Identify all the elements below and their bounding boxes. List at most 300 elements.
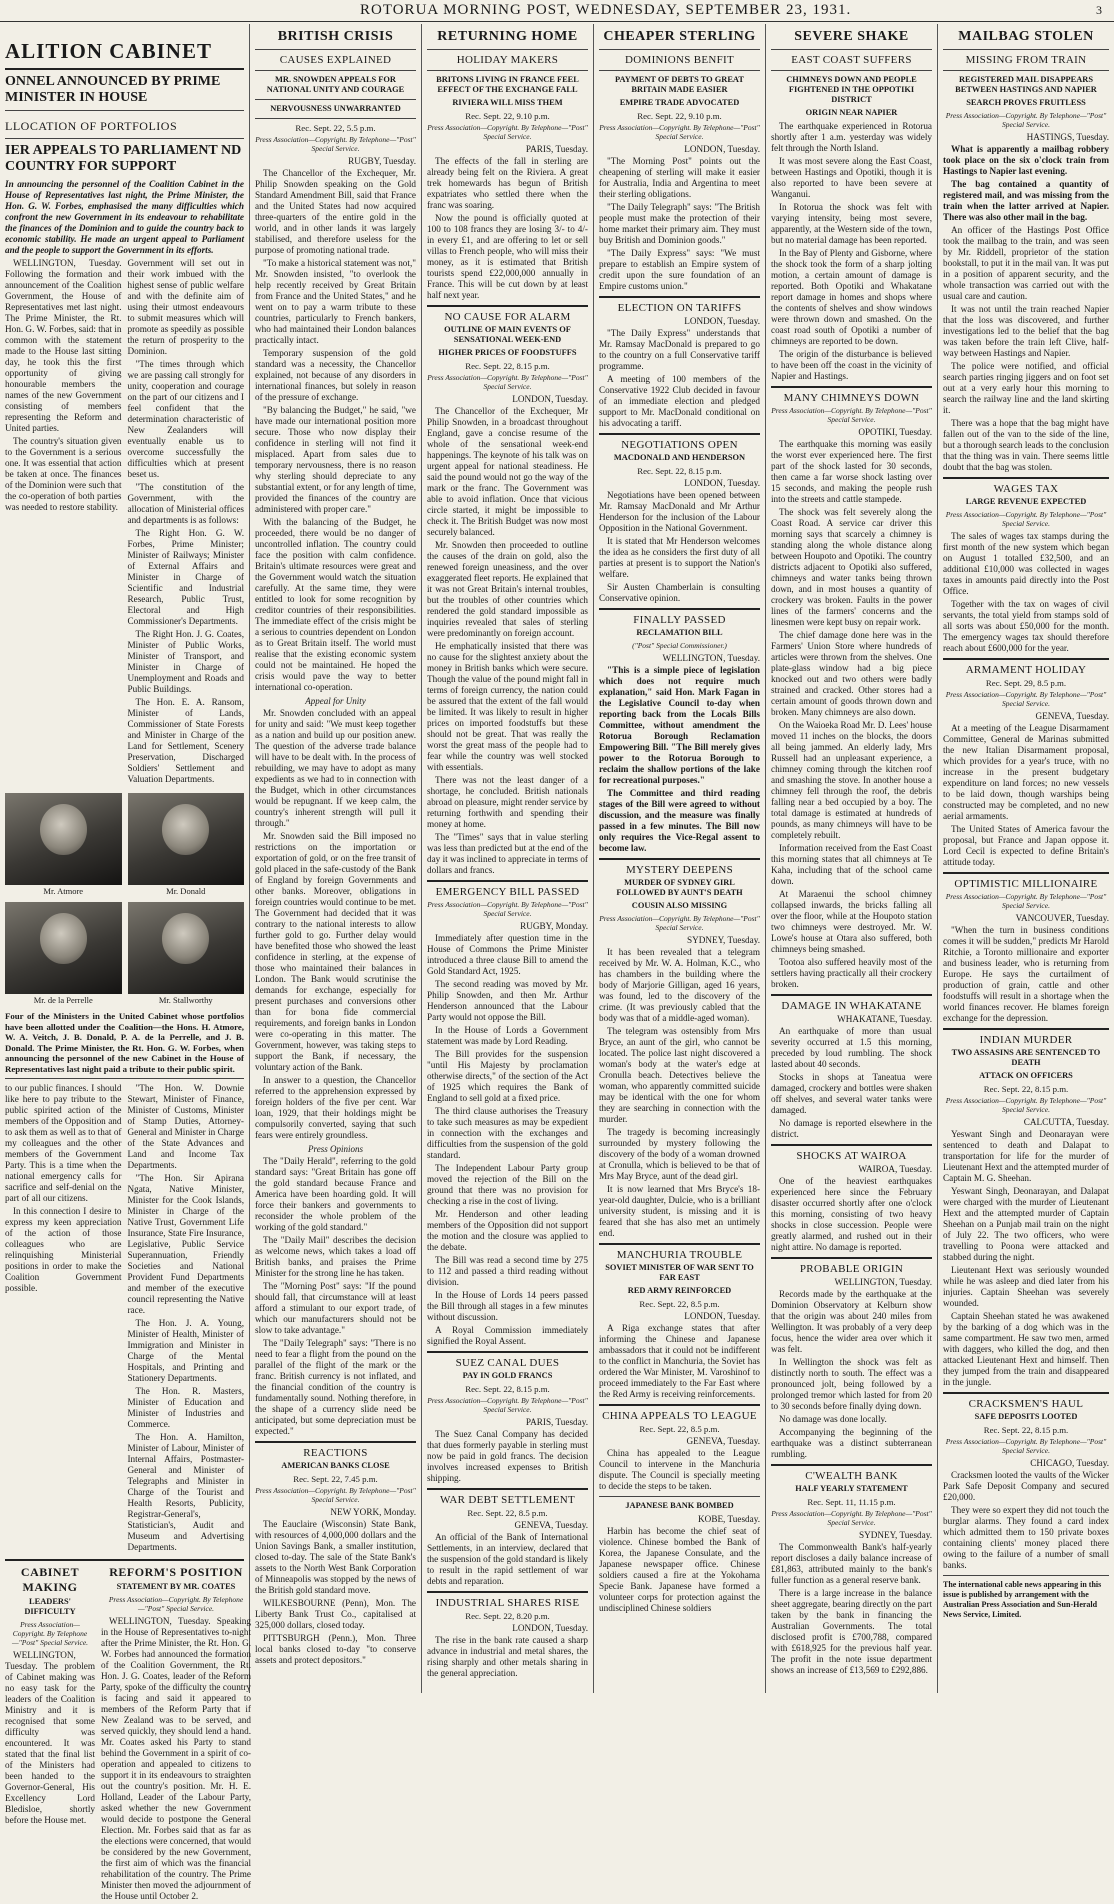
article-paragraph: Yeswant Singh, Deonarayan, and Dalapat were charged with the murder of Lieutenant Hext and the attempted murder of Captain Sheehan on a Punjab mail train on the night of July 22. The two officers, who were travelling to Poona were attacked and stabbed during the night. [943, 1186, 1109, 1262]
portrait-caption: Mr. Atmore [43, 886, 84, 896]
article-paragraph: Yeswant Singh and Deonarayan were sentenced to death and Dalapat to transportation for life for the murder of Lieutenant Hext and the attempted murder of Captain M. G. Sheehan. [943, 1129, 1109, 1183]
article-paragraph: A Riga exchange states that after informing the Chinese and Japanese ambassadors that it could not be indifferent to the conflict in Manchuria, the Soviet has ordered the War Minister, M. Varoshinof to proceed immediately to the Far East where the Red Army is receiving reinforcements. [599, 1323, 760, 1399]
deck: SEARCH PROVES FRUITLESS [966, 98, 1086, 107]
divider [427, 880, 588, 882]
article-paragraph: The "Daily Telegraph" says: "There is no need to fear a flight from the pound on the parallel of the flight of the mark or the franc. British currency is not inflated, and the financial condition of the country is fundamentally sound. Nothing therefore, in the shape of a currency slide need be anticipated, but some depreciation must be expected." [255, 1338, 416, 1436]
article-paragraph: The "Times" says that in value sterling was less than predicted but at the end of the day it was inclined to appreciate in terms of dollars and francs. [427, 832, 588, 875]
headline: WAR DEBT SETTLEMENT [439, 1494, 576, 1506]
article-subcolumn [128, 258, 245, 787]
article-paragraph: Together with the tax on wages of civil servants, the total yield from stamps sold of all sorts was about £50,000 for the month. The emergency wages tax should therefore reach about £600,000 for the year. [943, 599, 1109, 653]
divider [5, 138, 244, 139]
deck: NERVOUSNESS UNWARRANTED [270, 104, 401, 113]
cable-news-note: The international cable news appearing in this issue is published by arrangement with the Australian Press Association and Sun-Herald News Service, Limited. [943, 1580, 1102, 1619]
article-paragraph: Now the pound is officially quoted at 100 to 108 francs they are losing 3/- to 4/- in every £1, and are offering to let or sell villas to French people, who will miss their money, as it is estimated that British tourists spend £22,000,000 annually in France. This will be cut down by at least half next year. [427, 213, 588, 300]
divider [771, 1257, 932, 1259]
subheadline: EAST COAST SUFFERS [791, 54, 912, 66]
headline: SHOCKS AT WAIROA [796, 1150, 907, 1162]
article-paragraph: The Right Hon. J. G. Coates, Minister of Public Works, Minister of Transport, and Minister in Charge of Unemployment and Roads and Public Buildings. [127, 629, 244, 694]
dateline-place: LONDON, Tuesday. [684, 316, 760, 326]
article-paragraph: "The times through which we are passing call strongly for unity, cooperation and courage on the part of our citizens and I feel confident that the determination characteristic of New Zealanders will eventually enable us to overcome successfully the difficulties which at present beset us. [127, 359, 244, 479]
divider [771, 386, 932, 388]
article-paragraph: The "Daily Mail" describes the decision as welcome news, which takes a load off British banks, and praises the Prime Minister for the strong line he has taken. [255, 1235, 416, 1278]
subheadline: TWO ASSASINS ARE SENTENCED TO DEATH [951, 1048, 1101, 1067]
article-paragraph: Immediately after question time in the House of Commons the Prime Minister introduced a three clause Bill to amend the Gold Standard Act, 1925. [427, 933, 588, 976]
article-paragraph: No damage is reported elsewhere in the district. [771, 1118, 932, 1139]
article-paragraph: The "Daily Herald", referring to the gold standard says: "Great Britain has gone off the gold standard because France and America have been hoarding gold. It will force their bankers and governments to reconsider the whole problem of the working of the gold standard." [255, 1156, 416, 1232]
bottom-articles [5, 1565, 252, 1904]
divider [599, 1243, 760, 1245]
headline: RETURNING HOME [437, 29, 578, 44]
article-paragraph: Mr. Snowden concluded with an appeal for unity and said: "We must keep together as a nation and build up our position anew. The question of the adverse trade balance will have to be dealt with. In the process of rebuilding, we may have to adopt as many expedients as we had to in connection with the Budget, which in other circumstances would be repugnant. If we keep calm, the country's inherent strength will pull it through." [255, 708, 416, 828]
column-british-crisis [250, 24, 422, 1693]
dateline-place: LONDON, Tuesday. [684, 144, 760, 154]
article-paragraph: Mr. Snowden said the Bill imposed no restrictions on the importation or exportation of gold, or on the free transit of gold placed in the safe-custody of the Bank of England by foreign Governments and other banks. Moreover, obligations in foreign countries would continue to be met. The Government had decided that it was contrary to the national interests to allow further gold to go. Further delay would have benefited those who showed the least confidence in sterling, at the expense of those who maintained their balances in London. The Bank would scrutinise the demands for exchange, especially for present purchases and conversions other than for bona fide commercial requirements, and foreign banks in London were co-operating in this matter. The Government, however, was taking steps to support the Bank, if necessary, the voluntary action of the Bank. [255, 831, 416, 1072]
article-intro: In announcing the personnel of the Coalition Cabinet in the House of Representatives last night, the Prime Minister, the Hon. G. W. Forbes, emphasised the many difficulties which confront the new Government in its endeavour to rehabilitate the finances of the Dominion and to guide the country back to economic stability. He made an urgent appeal to Parliament and the people to support the Government in its efforts. [5, 179, 244, 255]
deck: RIVIERA WILL MISS THEM [452, 98, 563, 107]
article-paragraph: In the House of Lords a Government statement was made by Lord Reading. [427, 1025, 588, 1046]
article-paragraph: The third clause authorises the Treasury to take such measures as may be expedient in connection with the exchanges and difficulties from the suspension of the gold standard. [427, 1106, 588, 1160]
article-paragraph: In the Bay of Plenty and Gisborne, where the shock took the form of a sharp jolting motion, a certain amount of damage is reported. Both Opotiki and Whakatane report damage in homes and shops where the contents of shelves and show windows were thrown down and smashed. On the coast road south of Opotiki a number of chimneys are reported to be down. [771, 248, 932, 346]
headline: PROBABLE ORIGIN [799, 1263, 904, 1275]
press-credit: ("Post" Special Commissioner.) [632, 641, 727, 650]
subheadline: MACDONALD AND HENDERSON [613, 453, 746, 462]
dateline-place: LONDON, Tuesday. [512, 394, 588, 404]
divider [599, 1404, 760, 1406]
received-date: Rec. Sept. 22, 9.10 p.m. [465, 111, 550, 121]
article-body-twocol [5, 258, 244, 787]
photo-caption: Four of the Ministers in the United Cabinet whose portfolios have been allotted under the Coalition—the Hons. H. Atmore, W. A. Veitch, J. B. Donald, P. A. de la Perrelle, and J. B. Donald. The Prime Minister, the Rt. Hon. G. W. Forbes, when announcing the personnel of the new Cabinet in the House of Representatives last night paid a tribute to their public spirit. [5, 1011, 244, 1074]
portrait-card [128, 793, 245, 896]
headline: NO CAUSE FOR ALARM [444, 311, 571, 323]
dateline-place: OPOTIKI, Tuesday. [858, 427, 932, 437]
press-credit: Press Association—Copyright. By Telephone—"Post" Special Service. [945, 510, 1107, 528]
press-credit: Press Association—Copyright. By Telephone—"Post" Special Service. [599, 914, 760, 932]
headline: CHEAPER STERLING [603, 29, 756, 44]
article-paragraph: In the House of Lords 14 peers passed the Bill through all stages in a few minutes without discussion. [427, 1290, 588, 1322]
received-date: Rec. Sept. 22, 8.5 p.m. [639, 1299, 720, 1309]
press-credit: Press Association—Copyright. By Telephone—"Post" Special Service. [427, 373, 588, 391]
divider [5, 1559, 244, 1561]
dateline-place: WELLINGTON, Tuesday. [834, 1277, 932, 1287]
article-paragraph: With the balancing of the Budget, he proceeded, there would be no danger of uncontrolled inflation. The country could face the position with calm confidence. Britain's ultimate resources were great and the Government would watch the situation carefully. At the same time, they were entitled to look for some recognition by creditor countries of their responsibilities. The immediate effect of the crisis might be a serious to countries dependent on London as to Great Britain itself. The world must realise that the existing economic system could not be maintained. He hoped the crisis would pave the way to better international co-operation. [255, 517, 416, 692]
received-date: Rec. Sept. 29, 8.5 p.m. [985, 678, 1067, 688]
article-paragraph: One of the heaviest earthquakes experienced here since the February disaster occurred shortly after one o'clock this morning, consisting of two heavy shocks in close succession. People were greatly alarmed, and rushed out in their night attire. No damage is reported. [771, 1176, 932, 1252]
column-cheaper-sterling [594, 24, 766, 1693]
divider [427, 1351, 588, 1353]
article-paragraph: At a meeting of the League Disarmament Committee, General de Marinas submitted the new Italian Disarmament proposal, which provides for a year's truce, with no increase in the present budgetary expenditure on land forces; no new vessels to be laid down, though warships being constructed may be completed, and no new aerial armaments. [943, 723, 1109, 821]
article-paragraph: Records made by the earthquake at the Dominion Observatory at Kelburn show that the origin was about 240 miles from Wellington. It was probably of a very deep focus, hence the wider area over which it was felt. [771, 1289, 932, 1354]
article-paragraph: The tragedy is becoming increasingly surrounded by mystery following the discovery of the body of a woman drowned at Cronulla, which is believed to be that of Mrs May Bryce, aunt of the dead girl. [599, 1127, 760, 1181]
headline: BRITISH CRISIS [277, 29, 394, 44]
article-reforms-position [101, 1565, 251, 1904]
headline: DAMAGE IN WHAKATANE [781, 1000, 922, 1012]
article-paragraph: The Commonwealth Bank's half-yearly report discloses a daily balance increase of £81,863, attributed mainly to the bank's fuller function as a general reserve bank. [771, 1542, 932, 1585]
article-paragraph: Mr. Henderson and other leading members of the Opposition did not support the motion and the closure was applied to the debate. [427, 1209, 588, 1252]
article-paragraph: The Bill was read a second time by 275 to 112 and passed a third reading without division. [427, 1255, 588, 1287]
article-paragraph: There was not the least danger of a shortage, he concluded. British nationals abroad on pleasure, might render service by returning forthwith and spending their money at home. [427, 775, 588, 829]
divider [5, 1078, 244, 1079]
headline: MANY CHIMNEYS DOWN [783, 392, 920, 404]
headline: ARMAMENT HOLIDAY [965, 664, 1087, 676]
article-paragraph: The bag contained a quantity of registered mail, and was missing from the train when the latter arrived at Napier. There was also other mail in the bag. [943, 179, 1109, 222]
article-paragraph: WELLINGTON, Tuesday. Following the formation and announcement of the Coalition Government, the House of Representatives met last night. The Prime Minister, the Rt. Hon. G. W. Forbes, said: that in common with the statement made to the House last sitting day, he took this the first opportunity of giving honourable members the names of the new Government consisting of members representing the Reform and United parties. [5, 258, 122, 433]
dateline-place: SYDNEY, Tuesday. [858, 1530, 932, 1540]
article-paragraph: On the Waioeka Road Mr. D. Lees' house moved 11 inches on the blocks, the doors all being jammed. An elderly lady, Mrs Russell had an unpleasant experience, a chimney coming through the kitchen roof and smashing the stove. In another house a chimney fell through the roof, the debris falling near a bed occupied by a boy. The total damage is estimated at hundreds of pounds, as many chimneys will have to be completely rebuilt. [771, 720, 932, 840]
article-paragraph: It is stated that Mr Henderson welcomes the idea as he considers the first duty of all parties at present is to support the Nation's welfare. [599, 536, 760, 579]
article-paragraph: The sales of wages tax stamps during the first month of the new system which began on August 1 totalled £32,500, and an additional £10,000 was collected in wages taxes in amounts paid directly into the Post Office. [943, 531, 1109, 596]
received-date: Rec. Sept. 22, 7.45 p.m. [293, 1474, 378, 1484]
article-paragraph: "To make a historical statement was not," Mr. Snowden insisted, "to overlook the help recently received by Great Britain from France and the United States," and he went on to pay a warm tribute to these countries, particularly to French bankers, who had maintained their London balances practically intact. [255, 258, 416, 345]
subheadline: MURDER OF SYDNEY GIRL FOLLOWED BY AUNT'S DEATH [616, 878, 743, 897]
article-paragraph: The Eauclaire (Wisconsin) State Bank, with resources of 4,000,000 dollars and the Union Savings Bank, a smaller institution, closed to-day. The sale of the State Bank's assets to the North West Bank Corporation of Minneapolis was stopped by the news of the British gold standard move. [255, 1519, 416, 1595]
press-credit: Press Association—Copyright. By Telephone—"Post" Special Service. [771, 406, 932, 424]
article-paragraph: Negotiations have been opened between Mr. Ramsay MacDonald and Mr Arthur Henderson for the inclusion of the Labour Opposition in the National Government. [599, 490, 760, 533]
article-paragraph: Harbin has become the chief seat of violence. Chinese bombed the Bank of Korea, the Japanese Consulate, and the Japanese newspaper office. Chinese soldiers caused a fire at the Yokohama Specie Bank. Japanese have formed a volunteer corps for protection against the undisciplined Chinese soldiers [599, 1526, 760, 1613]
dateline-place: LONDON, Tuesday. [684, 478, 760, 488]
received-date: Rec. Sept. 22, 5.5 p.m. [295, 123, 376, 133]
deck: MR. SNOWDEN APPEALS FOR NATIONAL UNITY AND COURAGE [266, 75, 405, 94]
divider [599, 49, 760, 50]
article-paragraph: Sir Austen Chamberlain is consulting Conservative opinion. [599, 582, 760, 603]
headline: JAPANESE BANK BOMBED [625, 1501, 734, 1510]
press-credit: Press Association—Copyright. By Telephone—"Post" Special Service. [945, 1096, 1107, 1114]
received-date: Rec. Sept. 22, 8.5 p.m. [467, 1508, 548, 1518]
article-paragraph: WELLINGTON, Tuesday. The problem of Cabinet making was no easy task for the leaders of the Coalition Ministry and it is recognised that some difficulty was encountered. It was stated that the final list of the Ministers had been handed to the Governor-General, His Excellency Lord Bledisloe, shortly before the House met. [5, 1650, 95, 1825]
divider [599, 1496, 760, 1497]
divider [255, 49, 416, 50]
article-paragraph: "The Daily Express" says: "We must prepare to establish an Empire system of credit upon the sure foundation of an Empire customs union." [599, 248, 760, 291]
deck: ORIGIN NEAR NAPIER [805, 108, 898, 117]
press-credit: Press Association—Copyright. By Telephone—"Post" Special Service. [945, 1437, 1107, 1455]
divider [771, 1464, 932, 1466]
press-credit: Press Association—Copyright. By Telephone—"Post" Special Service. [108, 1595, 244, 1613]
subheadline: RECLAMATION BILL [636, 628, 723, 637]
article-paragraph: The Hon. J. A. Young, Minister of Health, Minister of Immigration and Minister in Charge of the Mental Hospitals, and Printing and Stationery Departments. [127, 1318, 244, 1383]
divider [943, 1392, 1109, 1394]
divider [427, 49, 588, 50]
article-paragraph: The country's situation given to the Government is a serious one. It was essential that action be taken at once. The finances of the Dominion were such that the co-operation of both parties was needed to restore stability. [5, 436, 122, 512]
article-paragraph: The second reading was moved by Mr. Philip Snowden, and then Mr. Arthur Henderson announced that the Labour Party would not oppose the Bill. [427, 979, 588, 1022]
headline: NEGOTIATIONS OPEN [621, 439, 738, 451]
headline-coalition-cabinet: ALITION CABINET [5, 39, 212, 63]
headline: CRACKSMEN'S HAUL [968, 1398, 1084, 1410]
article-paragraph: Information received from the East Coast this morning states that all chimneys at Te Kaha, including that of the school came down. [771, 843, 932, 886]
subheadline: SOVIET MINISTER OF WAR SENT TO FAR EAST [605, 1263, 754, 1282]
article-paragraph: The chief damage done here was in the Farmers' Union Store where hundreds of articles were thrown from the shelves. One plate-glass window had a big piece knocked out and two others were badly strained and cracked. Other stores had a certain amount of goods thrown down and broken. Many chimneys are also down. [771, 630, 932, 717]
section-subhead: Press Opinions [308, 1144, 363, 1154]
headline: SUEZ CANAL DUES [455, 1357, 560, 1369]
divider [599, 858, 760, 860]
portrait-grid [5, 793, 244, 1005]
portrait-card [5, 793, 122, 896]
press-credit: Press Association—Copyright. By Telephone—"Post" Special Service. [255, 1486, 416, 1504]
article-paragraph: Government will set out in their work imbued with the highest sense of public welfare and with the definite aim of using their utmost endeavours to submit measures which will promote as speedily as possible the return of prosperity to the Dominion. [127, 258, 244, 356]
subheadline: SAFE DEPOSITS LOOTED [974, 1412, 1078, 1421]
article-paragraph: to our public finances. I should like here to pay tribute to the public spirited action of the members of the Opposition and to ask them as well as to that of my colleagues and the other members of the Government Party. This is a time when the national emergency calls for sacrifice and self-denial on the part of all our citizens. [5, 1083, 122, 1203]
headline: REFORM'S POSITION [109, 1565, 243, 1579]
headline: ELECTION ON TARIFFS [617, 302, 742, 314]
subheadline: HALF YEARLY STATEMENT [795, 1484, 908, 1493]
subheadline: PAY IN GOLD FRANCS [462, 1371, 553, 1380]
article-paragraph: Cracksmen looted the vaults of the Wicker Park Safe Deposit Company and secured £20,000. [943, 1470, 1109, 1502]
article-paragraph: The Bill provides for the suspension "until His Majesty by proclamation otherwise directs," of the section of the Act of 1925 which requires the Bank of England to sell gold at a fixed price. [427, 1049, 588, 1103]
subheadline: HOLIDAY MAKERS [456, 54, 559, 66]
subheadline: STATEMENT BY MR. COATES [116, 1582, 236, 1591]
divider [427, 1591, 588, 1593]
received-date: Rec. Sept. 22, 8.15 p.m. [983, 1084, 1069, 1094]
subheadline: ATTACK ON OFFICERS [979, 1071, 1073, 1080]
dateline-place: HASTINGS, Tuesday. [1026, 132, 1109, 142]
divider [943, 1028, 1109, 1030]
headline: WAGES TAX [993, 483, 1059, 495]
article-paragraph: The rise in the bank rate caused a sharp advance in industrial and metal shares, the rising sharply and other metals sharing in the general appreciation. [427, 1635, 588, 1678]
article-paragraph: The United States of America favour the proposal, but France and Japan oppose it. Lord Cecil is expected to define Britain's attitude today. [943, 824, 1109, 867]
article-paragraph: It was most severe along the East Coast, between Hastings and Opotiki, though it is also reported to have been severe at Wanganui. [771, 156, 932, 199]
received-date: Rec. Sept. 22, 8.15 p.m. [465, 361, 550, 371]
divider [5, 110, 244, 111]
portrait-photo [128, 793, 245, 885]
divider [255, 1441, 416, 1443]
portrait-caption: Mr. Stallworthy [158, 995, 213, 1005]
dateline-place: RUGBY, Monday. [520, 921, 588, 931]
dateline-place: LONDON, Tuesday. [512, 1623, 588, 1633]
article-paragraph: "The Daily Express" understands that Mr. Ramsay MacDonald is prepared to go to the country on a full Conservative tariff programme. [599, 328, 760, 371]
subheadline: LARGE REVENUE EXPECTED [965, 497, 1087, 506]
article-paragraph: Temporary suspension of the gold standard was a necessity, the Chancellor explained, not because of any disorders in international finances, but solely in reason of the pressure of exchange. [255, 348, 416, 402]
headline: MYSTERY DEEPENS [625, 864, 734, 876]
headline: REACTIONS [303, 1447, 368, 1459]
subheadline: COUSIN ALSO MISSING [631, 901, 728, 910]
press-credit: Press Association—Copyright. By Telephone—"Post" Special Service. [427, 1396, 588, 1414]
divider [255, 99, 416, 100]
article-paragraph: The "Morning Post" says: "If the pound should fall, that circumstance will at least afford a stimulant to our export trade, of which our manufacturers should not be slow to take advantage." [255, 1281, 416, 1335]
article-paragraph: The earthquake experienced in Rotorua shortly after 1 a.m. yesterday was widely felt through the North Island. [771, 121, 932, 153]
dateline-place: CHICAGO, Tuesday. [1030, 1458, 1109, 1468]
article-paragraph: In Wellington the shock was felt as distinctly north to south. The effect was a pronounced jolt, being followed by a prolonged tremor which lasted for from 20 to 30 seconds before finally dying down. [771, 1357, 932, 1411]
deck: EMPIRE TRADE ADVOCATED [619, 98, 740, 107]
article-paragraph: The effects of the fall in sterling are already being felt on the Riviera. A great trek homewards has begun of British expatriates who settled there when the franc was soaring. [427, 156, 588, 210]
headline: SEVERE SHAKE [794, 29, 909, 44]
deck: CHIMNEYS DOWN AND PEOPLE FIGHTENED IN THE OPPOTIKI DISTRICT [786, 75, 917, 104]
received-date: Rec. Sept. 11, 11.15 p.m. [807, 1497, 896, 1507]
subheadline-appeal: IER APPEALS TO PARLIAMENT ND COUNTRY FOR SUPPORT [5, 143, 242, 174]
dateline-place: GENEVA, Tuesday. [514, 1520, 588, 1530]
article-cabinet-making [5, 1565, 95, 1904]
article-paragraph: The Chancellor of the Exchequer, Mr. Philip Snowden speaking on the Gold Standard Amendment Bill, said that France and the United States had now acquired three-quarters of the entire gold in the world, and in other lands it was largely stabilised, and therefore useless for the purpose of promoting national trade. [255, 168, 416, 255]
divider [943, 49, 1109, 50]
dateline-place: GENEVA, Tuesday. [1035, 711, 1109, 721]
subheadline: OUTLINE OF MAIN EVENTS OF SENSATIONAL WEEK-END [444, 325, 571, 344]
divider [427, 70, 588, 71]
article-paragraph: The Hon. R. Masters, Minister of Education and Minister of Industries and Commerce. [127, 1386, 244, 1429]
column-coalition-cabinet [0, 24, 252, 1901]
portrait-card [5, 902, 122, 1005]
article-paragraph: What is apparently a mailbag robbery took place on the six o'clock train from Hastings to Napier last evening. [943, 144, 1109, 176]
article-paragraph: WELLINGTON, Tuesday. Speaking in the House of Representatives to-night after the Prime Minister, the Rt. Hon. G. W. Forbes had announced the formation of the Coalition Government, the Rt. Hon. J. G. Coates, leader of the Reform Party, spoke of the difficulty the country is facing and said it appeared to members of the Reform Party that if New Zealand was to be served, and served quickly, they should lend a hand. Mr. Coates asked his Party to stand behind the Government in a spirit of co-operation and appealed to citizens to support it in its endeavours to straighten out the country's position. Mr. H. E. Holland, Leader of the Labour Party, asked whether the new Government would decide to postpone the General Election. Mr. Forbes said that as far as the elections were concerned, that would be considered by the new Government, the first aim of which was the financial rehabilitation of the country. The Prime Minister then moved the adjournment of the House until October 2. [101, 1616, 252, 1901]
deck: PAYMENT OF DEBTS TO GREAT BRITAIN MADE EASIER [615, 75, 744, 94]
press-credit: Press Association—Copyright. By Telephone—"Post" Special Service. [599, 123, 760, 141]
article-paragraph: A Royal Commission immediately signified the Royal Assent. [427, 1325, 588, 1346]
subheadline: RED ARMY REINFORCED [627, 1286, 732, 1295]
article-paragraph: There was a hope that the bag might have fallen out of the van to the side of the line, but a thorough search leads to the conclusion that the thing was in vain. There seems little doubt that the bag was stolen. [943, 418, 1109, 472]
press-credit: Press Association—Copyright. By Telephone—"Post" Special Service. [427, 123, 588, 141]
divider [771, 70, 932, 71]
divider [427, 1488, 588, 1490]
divider [5, 68, 244, 70]
article-paragraph: It has been revealed that a telegram received by Mr. W. A. Holman, K.C., who has chambers in the building where the body of Marjorie Gilligan, aged 16 years, was found, led to the discovery of the crime. (It was previously cabled that the body was that of a middle-aged woman). [599, 947, 760, 1023]
subheadline: AMERICAN BANKS CLOSE [281, 1461, 390, 1470]
article-paragraph: They were so expert they did not touch the burglar alarms. They found a card index which admitted them to 150 private boxes containing clients' money placed there owing to the failure of a number of small banks. [943, 1505, 1109, 1570]
article-paragraph: At Maraenui the school chimney collapsed inwards, the bricks falling all over the floor, while at the Houpoto station two chimneys were destroyed. Mr. W. Lowe's house at Otara also suffered, both chimneys being smashed. [771, 889, 932, 954]
masthead [0, 0, 1114, 22]
press-credit: Press Association—Copyright. By Telephone—"Post" Special Service. [945, 111, 1107, 129]
article-paragraph: Lieutenant Hext was seriously wounded while he was asleep and died later from his injuries. Captain Sheehan was severely wounded. [943, 1265, 1109, 1308]
subheadline: CAUSES EXPLAINED [279, 54, 392, 66]
column-returning-home [422, 24, 594, 1693]
divider [599, 433, 760, 435]
article-paragraph: There is a large increase in the balance sheet aggregate, bearing directly on the part taken by the bank in financing the Australian Governments. The total disclosed profit is £700,788, compared with £618,925 for the previous half year. The profit in the note issue department shows an increase of £13,569 to £292,886. [771, 1588, 932, 1675]
deck: REGISTERED MAIL DISAPPEARS BETWEEN HASTINGS AND NAPIER [955, 75, 1097, 94]
article-paragraph: The Committee and third reading stages of the Bill were agreed to without discussion, and the measure was finally passed in a few minutes. The Bill now only requires the Vice-Regal assent to become law. [599, 788, 760, 853]
article-paragraph: In answer to a question, the Chancellor referred to the apprehension expressed by foreign holders of the five per cent. War loan, 1929, that their holdings might be compulsorily converted, saying that such fears were entirely groundless. [255, 1075, 416, 1140]
article-paragraph: The telegram was ostensibly from Mrs Bryce, an aunt of the girl, who cannot be located. The police last night discovered a woman's body at the water's edge at Cronulla beach. Detectives believe the woman, who apparently committed suicide may be identical with the one for whom they are searching in connection with the murder. [599, 1026, 760, 1124]
portrait-card [128, 902, 245, 1005]
article-paragraph: In this connection I desire to express my keen appreciation of the action of those colleagues who are relinquishing Ministerial positions in order to make the Coalition Government possible. [5, 1206, 122, 1293]
article-paragraph: "The Morning Post" points out the cheapening of sterling will make it easier for Australia, India and Argentina to meet their sterling obligations. [599, 156, 760, 199]
article-body-twocol [5, 1083, 244, 1555]
article-subcolumn [5, 258, 122, 787]
subheadline: DOMINIONS BENFIT [625, 54, 734, 66]
article-paragraph: The origin of the disturbance is believed to have been off the coast in the vicinity of Napier and Hastings. [771, 349, 932, 381]
article-paragraph: In Rotorua the shock was felt with varying intensity, being most severe, apparently, at the Western side of the town, but no material damage has been reported. [771, 202, 932, 245]
article-paragraph: The Suez Canal Company has decided that dues formerly payable in sterling must now be paid in gold francs. The decision involves increased expenses to British shipping. [427, 1429, 588, 1483]
headline: EMERGENCY BILL PASSED [435, 886, 580, 898]
article-paragraph: Stocks in shops at Taneatua were damaged, crockery and bottles were shaken off shelves, and several water tanks were damaged. [771, 1072, 932, 1115]
dateline-place: NEW YORK, Monday. [330, 1507, 416, 1517]
portrait-photo [5, 793, 122, 885]
section-subhead: Appeal for Unity [305, 696, 366, 706]
divider [943, 1575, 1109, 1576]
masthead-title: ROTORUA MORNING POST, WEDNESDAY, SEPTEMBER 23, 1931. [360, 2, 852, 18]
divider [943, 477, 1109, 479]
article-paragraph: "This is a simple piece of legislation which does not require much explanation," said Hon. Mark Fagan in the Legislative Council to-day when reporting back from the Locals Bills Committee, without amendment the Rotorua Borough Reclamation Empowering Bill. "The Bill merely gives power to the Rotorua Borough to reclaim the shallow portions of the lake for recreational purposes." [599, 665, 760, 785]
dateline-place: GENEVA, Tuesday. [686, 1436, 760, 1446]
article-paragraph: The shock was felt severely along the Coast Road. A service car driver this morning says that scarcely a chimney is standing along the whole distance along between Houpoto and Opotiki. The country districts adjacent to Opotiki also suffered, chimneys and water tanks being thrown down, and in most houses a quantity of crockery was broken. Faults in the power lines of the farmers' concerns and the linesmen were kept busy on repair work. [771, 507, 932, 627]
article-paragraph: Tootoa also suffered heavily most of the settlers having practically all their crockery broken. [771, 957, 932, 989]
article-paragraph: An earthquake of more than usual severity occurred at 1.5 this morning, preceded by loud rumbling. The shock lasted about 40 seconds. [771, 1026, 932, 1069]
article-paragraph: No damage was done locally. [779, 1414, 887, 1424]
divider [599, 296, 760, 298]
columns [0, 24, 1114, 1901]
divider [943, 70, 1109, 71]
article-paragraph: Mr. Snowden then proceeded to outline the causes of the drain on gold, also the renewed foreign uneasiness, and the over exaggerated fleet reports. He explained that it was not Great Britain's internal troubles, but the troubles of other countries which rendered the gold standard impossible as inquiries revealed that sales of sterling were predominantly on foreign account. [427, 540, 588, 638]
headline: INDIAN MURDER [979, 1034, 1073, 1046]
article-paragraph: The Independent Labour Party group moved the rejection of the Bill on the ground that there was no provision for checking a rise in the cost of living. [427, 1163, 588, 1206]
portrait-photo [5, 902, 122, 994]
dateline-place: KOBE, Tuesday. [698, 1514, 760, 1524]
dateline-place: SYDNEY, Tuesday. [686, 935, 760, 945]
divider [427, 305, 588, 307]
divider [943, 658, 1109, 660]
divider [255, 70, 416, 71]
article-paragraph: China has appealed to the League Council to intervene in the Manchuria dispute. The Council is specially meeting to decide the steps to be taken. [599, 1448, 760, 1491]
article-paragraph: A meeting of 100 members of the Conservative 1922 Club decided in favour of an immediate election and pledged support to Mr. MacDonald conditional on his advocating a tariff. [599, 374, 760, 428]
received-date: Rec. Sept. 22, 8.15 p.m. [465, 1384, 550, 1394]
article-paragraph: The earthquake this morning was easily the worst ever experienced here. The first part of the shock lasted for 30 seconds, then came a far worse shock lasting over 15 seconds, and making the people rush into the streets and cattle stampede. [771, 439, 932, 504]
article-paragraph: The Right Hon. G. W. Forbes, Prime Minister; Minister of Railways; Minister of External Affairs and Minister in Charge of Scientific and Industrial Research, Public Trust, Electoral and High Commissioner's Departments. [127, 528, 244, 626]
dateline-place: LONDON, Tuesday. [684, 1311, 760, 1321]
divider [599, 70, 760, 71]
dateline-place: PARIS, Tuesday. [525, 144, 588, 154]
divider [943, 872, 1109, 874]
article-paragraph: "The Hon. Sir Apirana Ngata, Native Minister, Minister for the Cook Islands, Minister in Charge of the Native Trust, Government Life Insurance, State Fire Insurance, Legislative, Public Service Superannuation, Friendly Societies and National Provident Fund Departments and member of the executive council representing the Native race. [127, 1173, 244, 1315]
received-date: Rec. Sept. 22, 8.15 p.m. [637, 466, 722, 476]
article-paragraph: He emphatically insisted that there was no cause for the slightest anxiety about the money in British banks which were secure. Though the value of the pound might fall in terms of foreign currency, the nation could be assured that the extent of the fall would be limited. It was likely to result in higher prices on imported foodstuffs but these should not be great. That was really the worst the great mass of the people had to fear while the country was well stocked with essentials. [427, 641, 588, 772]
subheadline-personnel: ONNEL ANNOUNCED BY PRIME MINISTER IN HOUSE [5, 74, 221, 105]
portrait-caption: Mr. Donald [166, 886, 206, 896]
article-subcolumn [5, 1083, 122, 1555]
article-paragraph: The Hon. A. Hamilton, Minister of Labour, Minister of Internal Affairs, Postmaster-General and Minister of Telegraphs and Minister in Charge of the Tourist and Health Resorts, Publicity, Registrar-General's, Statistician's, Audit and Museum and Advertising Departments. [127, 1432, 244, 1552]
headline: CABINET MAKING [20, 1565, 80, 1594]
article-paragraph: "When the turn in business conditions comes it will be sudden," predicts Mr Harold Ritchie, a Toronto millionaire and exporter and business leader, who is returning from Europe. He says the curtailment of production of grain, cattle and other foodstuffs will result in a shortage when the world finances recover. He blames foreign exchange for the depression. [943, 925, 1109, 1023]
article-paragraph: An officer of the Hastings Post Office took the mailbag to the train, and was seen by Mr. Riddell, proprietor of the station bookstall, to put it in the mail van. It was put in a position of apparent security, and the whole transaction was carried out with the usual care and caution. [943, 225, 1109, 301]
headline: INDUSTRIAL SHARES RISE [435, 1597, 580, 1609]
divider [599, 608, 760, 610]
press-credit: Press Association—Copyright. By Telephone—"Post" Special Service. [771, 1509, 932, 1527]
press-credit: Press Association—Copyright. By Telephone—"Post" Special Service. [255, 135, 416, 153]
article-paragraph: It was not until the train reached Napier that the loss was discovered, and further investigations led to the belief that the bag was taken before the train left Clive, half-way between Hastings and Napier. [943, 304, 1109, 358]
article-paragraph: The police were notified, and official search parties ringing jiggers and on foot set out at a very early hour this morning to search the railway line and the land skirting it. [943, 361, 1109, 415]
headline: MAILBAG STOLEN [958, 29, 1094, 44]
subheadline-portfolios: LLOCATION OF PORTFOLIOS [5, 119, 178, 133]
headline: MANCHURIA TROUBLE [616, 1249, 743, 1261]
article-paragraph: "The Daily Telegraph" says: "The British people must make the protection of their home market their primary aim. They must buy British and Dominion goods." [599, 202, 760, 245]
press-credit: Press Association—Copyright. By Telephone—"Post" Special Service. [945, 892, 1107, 910]
headline: FINALLY PASSED [633, 614, 726, 626]
page-number: 3 [1096, 3, 1102, 17]
dateline-place: VANCOUVER, Tuesday. [1015, 913, 1109, 923]
article-paragraph: Accompanying the beginning of the earthquake was a distinct subterranean rumbling. [771, 1427, 932, 1459]
received-date: Rec. Sept. 22, 8.15 p.m. [983, 1425, 1069, 1435]
article-subcolumn [128, 1083, 245, 1555]
article-paragraph: It is now learned that Mrs Bryce's 18-year-old daughter, Dulcie, who is a brilliant university student, is missing and it is feared that she has also met an untimely end. [599, 1184, 760, 1238]
divider [255, 118, 416, 119]
press-credit: Press Association—Copyright. By Telephone—"Post" Special Service. [427, 900, 588, 918]
received-date: Rec. Sept. 22, 8.5 p.m. [639, 1424, 720, 1434]
press-credit: Press Association—Copyright. By Telephone—"Post" Special Service. [11, 1620, 89, 1647]
dateline-place: CALCUTTA, Tuesday. [1023, 1117, 1109, 1127]
subheadline: HIGHER PRICES OF FOODSTUFFS [438, 348, 577, 357]
article-paragraph: The Hon. E. A. Ransom, Minister of Lands, Commissioner of State Forests and Minister in Charge of the Land for Settlement, Scenery Preservation, Discharged Soldiers' Settlement and Valuation Departments. [127, 697, 244, 784]
headline: OPTIMISTIC MILLIONAIRE [954, 878, 1098, 890]
portrait-photo [128, 902, 245, 994]
divider [771, 994, 932, 996]
article-paragraph: The Chancellor of the Exchequer, Mr Philip Snowden, in a broadcast throughout England, gave a concise resume of the whole of the sensational week-end happenings. The keynote of his talk was on urgent appeal for national steadiness. He said the pound would not go the way of the mark or the franc. The Government was able to avoid inflation. Once that vicious circle started, it might be impossible to check it. The British Budget was now most securely balanced. [427, 406, 588, 537]
received-date: Rec. Sept. 22, 8.20 p.m. [465, 1611, 550, 1621]
article-paragraph: "By balancing the Budget," he said, "we have made our international position more secure. Those who now display their confidence in sterling will not find it misplaced. Apart from sales due to temporary nervousness, there is no reason why sterling should depreciate to any substantial extent, or for any length of time, provided the finances of the country are administered with proper care." [255, 405, 416, 514]
deck: BRITONS LIVING IN FRANCE FEEL EFFECT OF THE EXCHANGE FALL [436, 75, 579, 94]
article-paragraph: "The constitution of the Government, with the allocation of Ministerial offices and departments is as follows: [127, 482, 244, 525]
subheadline: LEADERS' DIFFICULTY [24, 1597, 76, 1616]
divider [771, 1144, 932, 1146]
article-paragraph: An official of the Bank of International Settlements, in an interview, declared that the suspension of the gold standard is likely to result in the rapid settlement of war debts and reparation. [427, 1532, 589, 1586]
portrait-caption: Mr. de la Perrelle [33, 995, 93, 1005]
article-paragraph: "The Hon. W. Downie Stewart, Minister of Finance, Minister of Customs, Minister of Stamp Duties, Attorney-General and Minister in Charge of the State Advances and Land and Income Tax Departments. [127, 1083, 244, 1170]
column-severe-shake [766, 24, 938, 1693]
subheadline: MISSING FROM TRAIN [965, 54, 1087, 66]
headline: CHINA APPEALS TO LEAGUE [602, 1410, 757, 1422]
article-paragraph: Captain Sheehan stated he was awakened by the barking of a dog which was in the same compartment. He saw two men, armed with daggers, who killed the dog, and then attacked Lieutenant Hext and himself. Then they jumped from the train and disappeared in the jungle. [943, 1311, 1109, 1387]
